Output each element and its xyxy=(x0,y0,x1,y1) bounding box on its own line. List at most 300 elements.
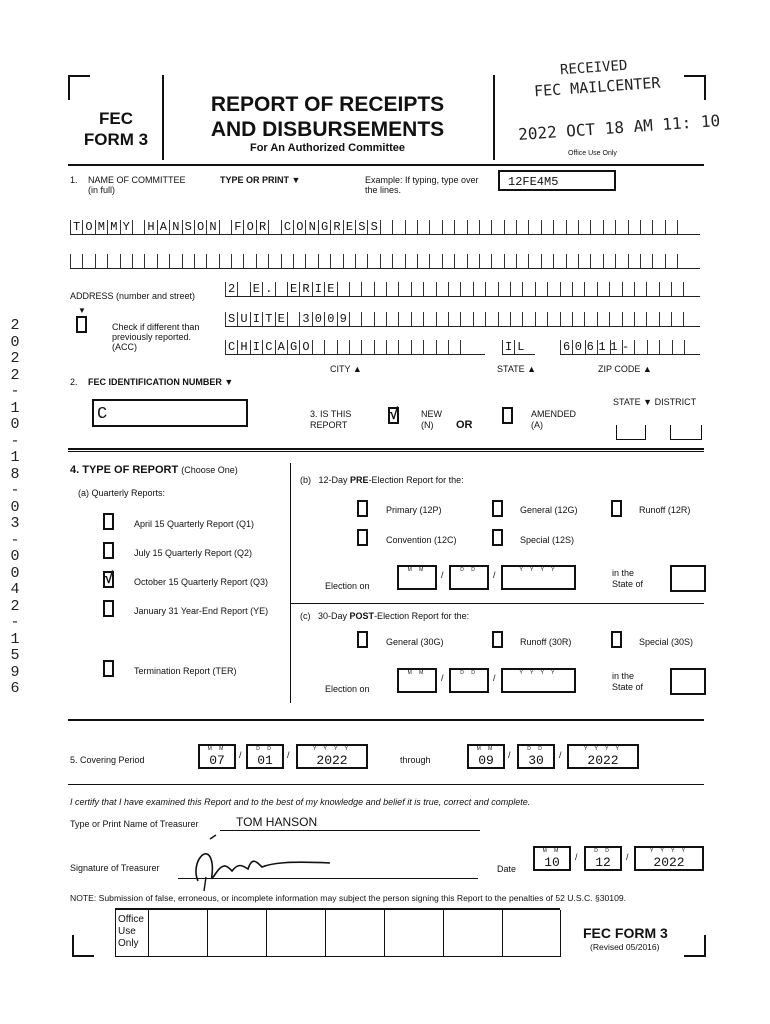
section-rule xyxy=(68,448,704,450)
office-use-cell xyxy=(266,910,267,957)
comb-cell xyxy=(436,340,448,354)
footer-form-label: FEC FORM 3 xyxy=(583,925,668,941)
comb-cell xyxy=(144,254,156,268)
comb-cell xyxy=(615,220,627,234)
zip-value: 60611- xyxy=(563,340,634,354)
comb-cell xyxy=(684,340,696,354)
comb-cell xyxy=(516,220,528,234)
office-use-cell xyxy=(560,910,561,957)
corner-bracket xyxy=(704,935,706,957)
comb-cell xyxy=(634,282,646,296)
fec-id-label: FEC IDENTIFICATION NUMBER ▼ xyxy=(88,377,234,387)
post-election-year[interactable] xyxy=(501,668,576,693)
comb-cell xyxy=(622,312,634,326)
state-of-text: State of xyxy=(612,682,644,692)
corner-bracket xyxy=(72,935,74,957)
comb-cell xyxy=(578,254,590,268)
title-line-2: AND DISBURSEMENTS xyxy=(210,118,445,141)
comb-cell xyxy=(374,312,386,326)
to-year[interactable] xyxy=(567,744,639,769)
section-rule xyxy=(290,603,704,604)
general-12g-label: General (12G) xyxy=(520,505,578,515)
date-slash: / xyxy=(239,750,242,760)
comb-cell xyxy=(491,220,503,234)
comb-cell xyxy=(107,254,119,268)
comb-cell xyxy=(659,312,671,326)
example-label: Example: If typing, type over the lines. xyxy=(365,175,479,195)
comb-cell xyxy=(355,254,367,268)
runoff-12r-checkbox[interactable] xyxy=(611,500,622,517)
comb-cell xyxy=(460,312,472,326)
zip-field[interactable] xyxy=(560,340,700,355)
comb-cell xyxy=(652,220,664,234)
pre-election-year[interactable] xyxy=(501,565,576,590)
comb-cell xyxy=(672,340,684,354)
corner-bracket xyxy=(68,75,70,100)
comb-cell xyxy=(522,282,534,296)
comb-cell xyxy=(628,254,640,268)
sign-day[interactable] xyxy=(584,846,622,871)
comb-cell xyxy=(436,312,448,326)
comb-cell xyxy=(640,220,652,234)
committee-name-label: NAME OF COMMITTEE (in full) xyxy=(88,175,186,195)
city-value: CHICAGO xyxy=(228,340,315,354)
comb-cell xyxy=(572,312,584,326)
dd-label: D D xyxy=(460,670,478,676)
footer-rule xyxy=(115,956,560,957)
comb-cell xyxy=(120,254,132,268)
comb-cell xyxy=(330,254,342,268)
state-field[interactable] xyxy=(502,340,535,355)
certification-text: I certify that I have examined this Report and to the best of my knowledge and belief it is true, correct and complete. xyxy=(70,797,531,807)
comb-cell xyxy=(498,282,510,296)
in-the-text: in the xyxy=(612,568,635,578)
comb-cell xyxy=(677,220,689,234)
comb-cell xyxy=(454,220,466,234)
quarterly-label: (a) Quarterly Reports: xyxy=(78,488,166,498)
comb-cell xyxy=(411,312,423,326)
comb-cell xyxy=(132,254,144,268)
comb-cell xyxy=(392,254,404,268)
comb-cell xyxy=(256,254,268,268)
comb-cell xyxy=(646,312,658,326)
comb-cell xyxy=(82,254,94,268)
form-label xyxy=(76,108,156,150)
from-year-value: 2022 xyxy=(316,753,348,768)
office-use-text-2: Use xyxy=(118,926,136,937)
treasurer-name-value: TOM HANSON xyxy=(236,815,318,829)
section-rule xyxy=(68,451,704,452)
check-mark-icon: √ xyxy=(389,406,399,424)
received-stamp: RECEIVED xyxy=(559,57,628,79)
post-election-heading xyxy=(300,611,469,621)
comb-cell xyxy=(560,312,572,326)
pre-election-day[interactable] xyxy=(449,565,489,590)
from-day[interactable] xyxy=(246,744,284,769)
comb-cell xyxy=(473,282,485,296)
comb-cell xyxy=(659,282,671,296)
footer-rule xyxy=(115,908,560,910)
comb-cell xyxy=(206,254,218,268)
address-line-2-value: SUITE 3009 xyxy=(228,312,353,326)
acc-check-label: Check if different than previously reported. (ACC) xyxy=(112,322,200,352)
signature-label: Signature of Treasurer xyxy=(70,863,160,873)
office-use-cell xyxy=(502,910,503,957)
address-line-2-field[interactable] xyxy=(225,312,700,327)
mm-label: M M xyxy=(476,746,496,752)
comb-cell xyxy=(405,254,417,268)
office-use-cell xyxy=(443,910,444,957)
city-field[interactable] xyxy=(225,340,485,355)
comb-cell xyxy=(510,312,522,326)
q1-label: April 15 Quarterly Report (Q1) xyxy=(134,519,255,529)
sign-year-value: 2022 xyxy=(653,855,685,870)
dd-label: D D xyxy=(527,746,545,752)
date-label: Date xyxy=(497,864,517,874)
comb-cell xyxy=(590,220,602,234)
to-month[interactable] xyxy=(467,744,505,769)
comb-cell xyxy=(423,312,435,326)
comb-cell xyxy=(157,254,169,268)
comb-cell xyxy=(417,254,429,268)
comb-cell xyxy=(448,282,460,296)
office-use-text-1: Office xyxy=(118,914,144,925)
convention-label: Convention (12C) xyxy=(386,535,457,545)
city-label: CITY ▲ xyxy=(330,364,362,374)
comb-cell xyxy=(553,220,565,234)
comb-cell xyxy=(398,282,410,296)
comb-cell xyxy=(374,282,386,296)
comb-cell xyxy=(349,282,361,296)
comb-cell xyxy=(392,220,404,234)
comb-cell xyxy=(566,254,578,268)
acc-checkbox[interactable] xyxy=(76,316,87,333)
comb-cell xyxy=(485,312,497,326)
comb-cell xyxy=(566,220,578,234)
comb-cell xyxy=(535,312,547,326)
comb-cell xyxy=(485,282,497,296)
through-label: through xyxy=(400,755,431,765)
fec-id-field[interactable] xyxy=(92,399,248,427)
mm-label: M M xyxy=(407,567,427,573)
dd-label: D D xyxy=(594,848,612,854)
comb-cell xyxy=(429,254,441,268)
comb-cell xyxy=(349,340,361,354)
office-use-text-3: Only xyxy=(118,938,139,949)
comb-cell xyxy=(491,254,503,268)
comb-cell xyxy=(268,254,280,268)
q2-label: July 15 Quarterly Report (Q2) xyxy=(134,548,253,558)
comb-cell xyxy=(324,340,336,354)
special-12s-checkbox[interactable] xyxy=(492,529,503,546)
treasurer-name-label: Type or Print Name of Treasurer xyxy=(70,819,199,829)
special-30s-checkbox[interactable] xyxy=(611,631,622,648)
comb-cell xyxy=(169,254,181,268)
pre-rest: -Election Report for the: xyxy=(368,475,464,485)
amended-report-label: AMENDED (A) xyxy=(531,409,577,430)
state-label: STATE ▲ xyxy=(497,364,537,374)
office-use-cell xyxy=(384,910,385,957)
comb-cell xyxy=(398,312,410,326)
pre-election-month[interactable] xyxy=(397,565,437,590)
comb-cell xyxy=(343,254,355,268)
post-days: 30-Day xyxy=(318,611,348,621)
office-use-cell xyxy=(148,910,149,957)
comb-cell xyxy=(609,282,621,296)
state-field-3[interactable] xyxy=(616,425,646,440)
ye-checkbox[interactable] xyxy=(103,600,114,617)
comb-cell xyxy=(281,254,293,268)
comb-cell xyxy=(584,312,596,326)
comb-cell xyxy=(504,220,516,234)
pre-election-heading xyxy=(300,475,464,485)
post-bold: POST xyxy=(349,611,375,621)
comb-cell xyxy=(374,340,386,354)
comb-cell xyxy=(646,282,658,296)
form-label-fec: FEC xyxy=(99,109,133,128)
comb-cell xyxy=(597,312,609,326)
post-election-day[interactable] xyxy=(449,668,489,693)
sign-month-value: 10 xyxy=(544,855,560,870)
or-label: OR xyxy=(456,419,473,431)
comb-cell xyxy=(398,340,410,354)
convention-checkbox[interactable] xyxy=(357,529,368,546)
ye-label: January 31 Year-End Report (YE) xyxy=(134,606,269,616)
to-day[interactable] xyxy=(517,744,555,769)
office-use-cell xyxy=(325,910,326,957)
comb-cell xyxy=(479,254,491,268)
amended-report-checkbox[interactable] xyxy=(502,407,513,424)
address-line-1-field[interactable] xyxy=(225,282,700,297)
comb-cell xyxy=(442,254,454,268)
comb-cell xyxy=(305,254,317,268)
header-divider xyxy=(493,75,495,160)
corner-bracket xyxy=(68,75,90,77)
comb-cell xyxy=(535,282,547,296)
comb-cell xyxy=(547,282,559,296)
comb-cell xyxy=(659,340,671,354)
comb-cell xyxy=(467,254,479,268)
section-rule xyxy=(68,784,704,785)
yyyy-label: Y Y Y Y xyxy=(650,848,688,854)
office-use-cell xyxy=(115,910,116,957)
arrow-down-icon: ▼ xyxy=(78,306,86,315)
from-month-value: 07 xyxy=(209,753,225,768)
comb-cell xyxy=(411,282,423,296)
committee-name-field-2[interactable] xyxy=(70,254,700,269)
q3-label: October 15 Quarterly Report (Q3) xyxy=(134,577,269,587)
comb-cell xyxy=(671,282,683,296)
office-use-cell xyxy=(207,910,208,957)
date-slash: / xyxy=(441,673,444,683)
to-month-value: 09 xyxy=(478,753,494,768)
comb-cell xyxy=(467,220,479,234)
comb-cell xyxy=(647,340,659,354)
address-line-1-value: 2 E. ERIE xyxy=(228,282,340,296)
comb-cell xyxy=(671,312,683,326)
new-report-label: NEW (N) xyxy=(421,409,442,430)
state-value: IL xyxy=(505,340,530,354)
q1-checkbox[interactable] xyxy=(103,513,114,530)
date-slash: / xyxy=(508,750,511,760)
comb-cell xyxy=(460,282,472,296)
received-stamp-date: 2022 OCT 18 AM 11: 10 xyxy=(517,110,721,145)
comb-cell xyxy=(386,340,398,354)
section-number: 1. xyxy=(70,175,78,185)
pre-letter: (b) xyxy=(300,475,311,485)
comb-cell xyxy=(194,254,206,268)
example-value: 12FE4M5 xyxy=(508,175,559,189)
state-of-text: State of xyxy=(612,579,644,589)
vertical-document-id xyxy=(6,318,24,698)
post-election-month[interactable] xyxy=(397,668,437,693)
comb-cell xyxy=(615,254,627,268)
post-rest: -Election Report for the: xyxy=(374,611,470,621)
comb-cell xyxy=(337,340,349,354)
general-12g-checkbox[interactable] xyxy=(492,500,503,517)
to-year-value: 2022 xyxy=(587,753,619,768)
mm-label: M M xyxy=(407,670,427,676)
comb-cell xyxy=(411,340,423,354)
comb-cell xyxy=(243,254,255,268)
q3-checkbox[interactable] xyxy=(103,571,114,588)
sign-month[interactable] xyxy=(533,846,571,871)
comb-cell xyxy=(528,254,540,268)
comb-cell xyxy=(361,312,373,326)
comb-cell xyxy=(683,312,695,326)
comb-cell xyxy=(70,254,82,268)
yyyy-label: Y Y Y Y xyxy=(519,567,558,573)
comb-cell xyxy=(578,220,590,234)
comb-cell xyxy=(528,220,540,234)
comb-cell xyxy=(560,282,572,296)
page-title xyxy=(165,92,490,142)
to-day-value: 30 xyxy=(528,753,544,768)
date-slash: / xyxy=(626,852,629,862)
dd-label: D D xyxy=(460,567,478,573)
q2-checkbox[interactable] xyxy=(103,542,114,559)
comb-cell xyxy=(590,254,602,268)
name-underline xyxy=(220,830,480,831)
header-divider xyxy=(162,75,164,160)
check-mark-icon: √ xyxy=(104,570,114,588)
received-stamp-center: FEC MAILCENTER xyxy=(533,73,661,101)
comb-cell xyxy=(219,254,231,268)
comb-cell xyxy=(553,254,565,268)
post-letter: (c) xyxy=(300,611,311,621)
election-on-label: Election on xyxy=(325,581,370,591)
in-the-text: in the xyxy=(612,671,635,681)
form-label-number: FORM 3 xyxy=(83,130,149,149)
mm-label: M M xyxy=(207,746,227,752)
state-district-label: STATE ▼ DISTRICT xyxy=(613,397,697,407)
comb-cell xyxy=(522,312,534,326)
comb-cell xyxy=(448,312,460,326)
sign-day-value: 12 xyxy=(595,855,611,870)
column-divider xyxy=(290,463,291,703)
type-of-report-title: 4. TYPE OF REPORT xyxy=(70,464,179,476)
comb-cell xyxy=(182,254,194,268)
comb-cell xyxy=(423,340,435,354)
general-30g-checkbox[interactable] xyxy=(357,631,368,648)
penalty-note: NOTE: Submission of false, erroneous, or incomplete information may subject the person signing this Report to the penalties of 52 U.S.C. §30109. xyxy=(70,893,627,903)
district-field[interactable] xyxy=(670,425,702,440)
comb-cell xyxy=(640,254,652,268)
comb-cell xyxy=(448,340,460,354)
special-12s-label: Special (12S) xyxy=(520,535,575,545)
pre-bold: PRE xyxy=(350,475,369,485)
fec-id-value: C xyxy=(97,405,108,424)
comb-cell xyxy=(603,220,615,234)
comb-cell xyxy=(386,312,398,326)
from-month[interactable] xyxy=(198,744,236,769)
title-line-1: REPORT OF RECEIPTS xyxy=(210,93,445,116)
vertical-id-text: 2022-10-18-03-0042-1596 xyxy=(10,317,20,697)
signature-icon xyxy=(180,833,340,893)
committee-name-value: TOMMY HANSON FOR CONGRESS xyxy=(73,220,384,234)
comb-cell xyxy=(318,254,330,268)
ter-checkbox[interactable] xyxy=(103,660,114,677)
comb-cell xyxy=(634,340,646,354)
comb-cell xyxy=(547,312,559,326)
primary-checkbox[interactable] xyxy=(357,500,368,517)
comb-cell xyxy=(386,282,398,296)
section-number: 2. xyxy=(70,377,78,387)
type-or-print-label: TYPE OR PRINT ▼ xyxy=(220,175,301,185)
corner-bracket xyxy=(684,75,706,77)
comb-cell xyxy=(541,254,553,268)
comb-cell xyxy=(541,220,553,234)
pre-election-state-field[interactable] xyxy=(670,565,706,592)
comb-cell xyxy=(367,254,379,268)
comb-cell xyxy=(498,312,510,326)
choose-one-label: (Choose One) xyxy=(181,465,238,475)
comb-cell xyxy=(516,254,528,268)
comb-cell xyxy=(460,340,472,354)
mm-label: M M xyxy=(542,848,562,854)
comb-cell xyxy=(454,254,466,268)
committee-name-field[interactable] xyxy=(70,220,700,235)
comb-cell xyxy=(609,312,621,326)
date-slash: / xyxy=(441,570,444,580)
comb-cell xyxy=(597,282,609,296)
sign-year[interactable] xyxy=(634,846,704,871)
date-slash: / xyxy=(287,750,290,760)
runoff-30r-checkbox[interactable] xyxy=(492,631,503,648)
comb-cell xyxy=(603,254,615,268)
office-use-block xyxy=(118,914,144,950)
runoff-30r-label: Runoff (30R) xyxy=(520,637,572,647)
example-box xyxy=(498,170,616,191)
corner-bracket xyxy=(684,955,706,957)
election-on-label: Election on xyxy=(325,684,370,694)
header-rule xyxy=(68,164,704,166)
comb-cell xyxy=(95,254,107,268)
comb-cell xyxy=(622,282,634,296)
comb-cell xyxy=(293,254,305,268)
is-this-report-label: 3. IS THIS REPORT xyxy=(310,409,352,430)
comb-cell xyxy=(634,312,646,326)
from-year[interactable] xyxy=(296,744,368,769)
comb-cell xyxy=(231,254,243,268)
type-of-report-heading xyxy=(70,464,238,476)
in-state-label xyxy=(612,671,643,693)
post-election-state-field[interactable] xyxy=(670,668,706,695)
new-report-checkbox[interactable] xyxy=(388,407,399,424)
comb-dividers xyxy=(70,254,690,268)
zip-label: ZIP CODE ▲ xyxy=(598,364,652,374)
primary-label: Primary (12P) xyxy=(386,505,442,515)
